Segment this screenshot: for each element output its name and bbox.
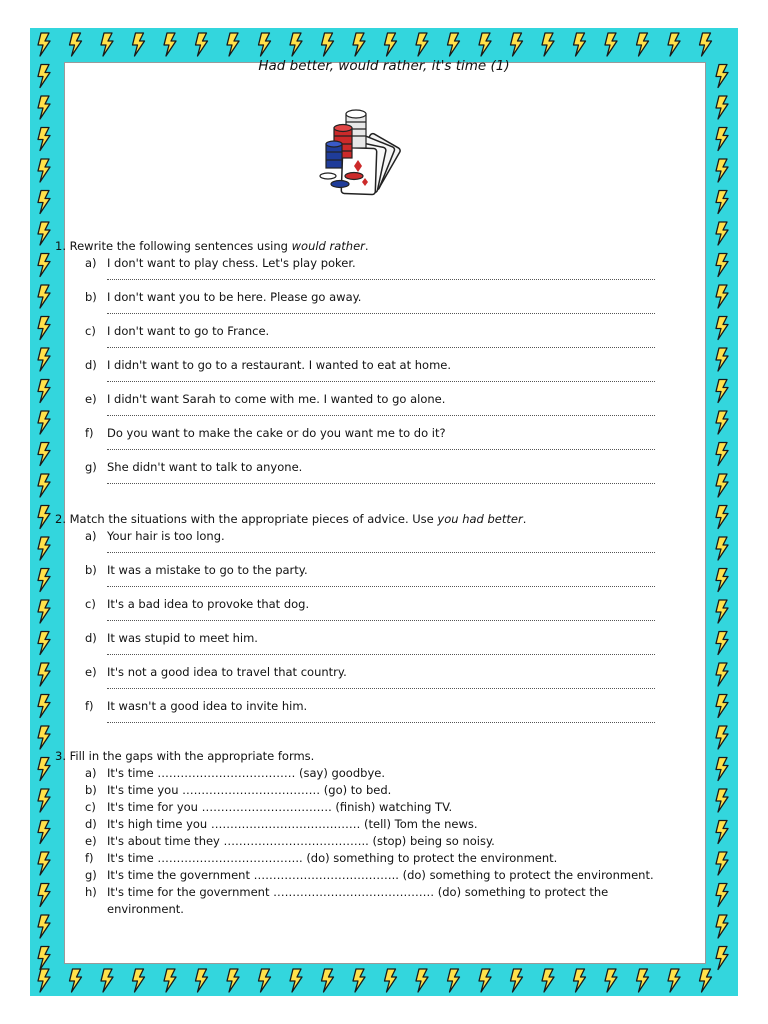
lightning-bolt-icon [38, 969, 50, 992]
item-label: g) [85, 460, 97, 474]
exercise-item [55, 255, 655, 289]
gap-fill-item [55, 833, 655, 850]
gap-fill-item [55, 765, 655, 782]
lightning-bolt-icon [38, 821, 50, 844]
answer-line[interactable] [107, 415, 655, 416]
lightning-bolt-icon [416, 33, 428, 56]
lightning-bolt-icon [38, 285, 50, 308]
lightning-bolt-icon [227, 33, 239, 56]
item-sentence: I don't want you to be here. Please go away. [107, 290, 362, 304]
item-label: f) [85, 699, 94, 713]
exercise-item [55, 528, 655, 562]
lightning-bolt-icon [38, 663, 50, 686]
exercise-item [55, 391, 655, 425]
lightning-bolt-icon [716, 128, 728, 151]
lightning-bolt-icon [700, 33, 712, 56]
item-sentence: It's time the government ……………………………….. (do) something to protect the environment. [107, 868, 654, 882]
exercise-item [55, 459, 655, 493]
lightning-bolt-icon [448, 33, 460, 56]
lightning-bolt-icon [101, 969, 113, 992]
lightning-bolt-icon [716, 695, 728, 718]
lightning-bolt-icon [322, 969, 334, 992]
item-sentence: It's time for the government …………………………………… (do) something to protect the environment. [107, 885, 609, 916]
exercise-3-heading: 3. Fill in the gaps with the appropriate forms. [55, 749, 315, 763]
item-label: c) [85, 800, 96, 814]
lightning-bolt-icon [716, 821, 728, 844]
lightning-bolt-icon [70, 969, 82, 992]
gap-fill-item [55, 884, 655, 918]
lightning-bolt-icon [716, 254, 728, 277]
lightning-bolt-icon [637, 33, 649, 56]
lightning-bolt-icon [479, 33, 491, 56]
lightning-bolt-icon [385, 969, 397, 992]
answer-line[interactable] [107, 279, 655, 280]
lightning-bolt-icon [164, 969, 176, 992]
exercise-2-heading: 2. Match the situations with the appropriate pieces of advice. Use you had better. [55, 512, 527, 526]
lightning-bolt-icon [716, 191, 728, 214]
lightning-bolt-icon [38, 726, 50, 749]
item-label: e) [85, 834, 97, 848]
answer-line[interactable] [107, 313, 655, 314]
item-sentence: Your hair is too long. [107, 529, 225, 543]
item-label: a) [85, 766, 97, 780]
lightning-bolt-icon [38, 159, 50, 182]
item-sentence: It was stupid to meet him. [107, 631, 258, 645]
answer-line[interactable] [107, 381, 655, 382]
lightning-bolt-icon [716, 285, 728, 308]
answer-line[interactable] [107, 552, 655, 553]
lightning-bolt-icon [38, 789, 50, 812]
lightning-bolt-icon [385, 33, 397, 56]
item-sentence: She didn't want to talk to anyone. [107, 460, 303, 474]
item-label: b) [85, 290, 97, 304]
item-sentence: It's not a good idea to travel that country. [107, 665, 347, 679]
item-sentence: It's about time they ……………………………….. (stop) being so noisy. [107, 834, 495, 848]
lightning-bolt-icon [38, 569, 50, 592]
lightning-bolt-icon [716, 758, 728, 781]
lightning-bolt-icon [716, 852, 728, 875]
answer-line[interactable] [107, 449, 655, 450]
item-label: c) [85, 324, 96, 338]
item-sentence: I don't want to go to France. [107, 324, 270, 338]
exercise-2 [55, 511, 655, 732]
gap-fill-item [55, 850, 655, 867]
lightning-bolt-icon [38, 317, 50, 340]
lightning-bolt-icon [668, 969, 680, 992]
item-label: b) [85, 563, 97, 577]
lightning-bolt-icon [716, 380, 728, 403]
exercise-item [55, 425, 655, 459]
lightning-bolt-icon [227, 969, 239, 992]
exercise-1 [55, 238, 655, 493]
lightning-bolt-icon [716, 96, 728, 119]
item-label: f) [85, 426, 94, 440]
item-sentence: I don't want to play chess. Let's play poker. [107, 256, 356, 270]
item-label: g) [85, 868, 97, 882]
item-sentence: It's time you ……………………………… (go) to bed. [107, 783, 392, 797]
item-sentence: It's time ……………………………… (say) goodbye. [107, 766, 385, 780]
lightning-bolt-icon [716, 443, 728, 466]
lightning-bolt-icon [716, 506, 728, 529]
lightning-bolt-icon [668, 33, 680, 56]
lightning-bolt-icon [38, 254, 50, 277]
lightning-bolt-icon [716, 726, 728, 749]
item-label: d) [85, 631, 97, 645]
lightning-bolt-icon [38, 191, 50, 214]
item-sentence: It's time ……………………………….. (do) something to protect the environment. [107, 851, 558, 865]
lightning-bolt-icon [479, 969, 491, 992]
lightning-bolt-icon [716, 884, 728, 907]
lightning-bolt-icon [511, 969, 523, 992]
exercise-item [55, 596, 655, 630]
lightning-bolt-icon [353, 969, 365, 992]
lightning-bolt-icon [38, 33, 50, 56]
poker-chips-cards-image [296, 96, 426, 226]
item-label: a) [85, 529, 97, 543]
lightning-bolt-icon [353, 33, 365, 56]
lightning-bolt-icon [133, 33, 145, 56]
lightning-bolt-icon [511, 33, 523, 56]
item-label: c) [85, 597, 96, 611]
lightning-bolt-icon [164, 33, 176, 56]
lightning-bolt-icon [716, 222, 728, 245]
item-label: h) [85, 885, 97, 899]
lightning-bolt-icon [605, 969, 617, 992]
lightning-bolt-icon [716, 789, 728, 812]
exercise-1-heading: 1. Rewrite the following sentences using would rather. [55, 239, 369, 253]
answer-line[interactable] [107, 347, 655, 348]
exercise-item [55, 562, 655, 596]
lightning-bolt-icon [38, 884, 50, 907]
lightning-bolt-icon [38, 443, 50, 466]
exercise-3 [55, 748, 655, 918]
lightning-bolt-icon [716, 159, 728, 182]
lightning-bolt-icon [448, 969, 460, 992]
gap-fill-item [55, 799, 655, 816]
item-sentence: I didn't want to go to a restaurant. I wanted to eat at home. [107, 358, 452, 372]
lightning-bolt-icon [70, 33, 82, 56]
lightning-bolt-icon [322, 33, 334, 56]
item-sentence: It's high time you ………………………………… (tell) Tom the news. [107, 817, 478, 831]
lightning-bolt-icon [716, 348, 728, 371]
lightning-bolt-icon [38, 128, 50, 151]
answer-line[interactable] [107, 586, 655, 587]
lightning-bolt-icon [716, 569, 728, 592]
answer-line[interactable] [107, 722, 655, 723]
item-label: e) [85, 665, 97, 679]
item-sentence: It's time for you ……………………………. (finish) watching TV. [107, 800, 453, 814]
item-sentence: Do you want to make the cake or do you want me to do it? [107, 426, 446, 440]
lightning-bolt-icon [416, 969, 428, 992]
item-label: a) [85, 256, 97, 270]
lightning-bolt-icon [716, 632, 728, 655]
answer-line[interactable] [107, 688, 655, 689]
lightning-bolt-icon [38, 222, 50, 245]
lightning-bolt-icon [542, 33, 554, 56]
lightning-bolt-icon [38, 695, 50, 718]
gap-fill-item [55, 867, 655, 884]
lightning-bolt-icon [38, 537, 50, 560]
lightning-bolt-icon [542, 969, 554, 992]
lightning-bolt-icon [716, 411, 728, 434]
item-sentence: It was a mistake to go to the party. [107, 563, 308, 577]
answer-line[interactable] [107, 620, 655, 621]
lightning-bolt-icon [38, 600, 50, 623]
lightning-bolt-icon [716, 317, 728, 340]
lightning-bolt-icon [133, 969, 145, 992]
lightning-bolt-icon [716, 600, 728, 623]
lightning-bolt-icon [605, 33, 617, 56]
lightning-bolt-icon [574, 33, 586, 56]
item-label: e) [85, 392, 97, 406]
item-sentence: I didn't want Sarah to come with me. I wanted to go alone. [107, 392, 446, 406]
lightning-bolt-icon [716, 947, 728, 970]
worksheet-title: Had better, would rather, it's time (1) [258, 58, 510, 74]
item-label: d) [85, 358, 97, 372]
lightning-bolt-icon [38, 411, 50, 434]
lightning-bolt-icon [38, 915, 50, 938]
lightning-bolt-icon [38, 96, 50, 119]
lightning-bolt-icon [716, 474, 728, 497]
gap-fill-item [55, 782, 655, 799]
lightning-bolt-icon [259, 969, 271, 992]
exercise-item [55, 698, 655, 732]
lightning-bolt-icon [38, 380, 50, 403]
exercise-item [55, 289, 655, 323]
exercise-item [55, 357, 655, 391]
gap-fill-item [55, 816, 655, 833]
lightning-bolt-icon [290, 33, 302, 56]
lightning-bolt-icon [101, 33, 113, 56]
item-label: f) [85, 851, 94, 865]
lightning-bolt-icon [637, 969, 649, 992]
exercise-item [55, 664, 655, 698]
item-label: d) [85, 817, 97, 831]
exercise-item [55, 630, 655, 664]
item-sentence: It wasn't a good idea to invite him. [107, 699, 308, 713]
lightning-bolt-icon [38, 852, 50, 875]
lightning-bolt-icon [290, 969, 302, 992]
lightning-bolt-icon [700, 969, 712, 992]
item-sentence: It's a bad idea to provoke that dog. [107, 597, 310, 611]
lightning-bolt-icon [574, 969, 586, 992]
lightning-bolt-icon [716, 663, 728, 686]
lightning-bolt-icon [716, 537, 728, 560]
lightning-bolt-icon [196, 969, 208, 992]
lightning-bolt-icon [716, 915, 728, 938]
exercise-item [55, 323, 655, 357]
lightning-bolt-icon [259, 33, 271, 56]
lightning-bolt-icon [38, 348, 50, 371]
lightning-bolt-icon [38, 947, 50, 970]
answer-line[interactable] [107, 483, 655, 484]
lightning-bolt-icon [38, 474, 50, 497]
item-label: b) [85, 783, 97, 797]
lightning-bolt-icon [38, 758, 50, 781]
lightning-bolt-icon [38, 506, 50, 529]
lightning-bolt-icon [38, 632, 50, 655]
answer-line[interactable] [107, 654, 655, 655]
lightning-bolt-icon [196, 33, 208, 56]
